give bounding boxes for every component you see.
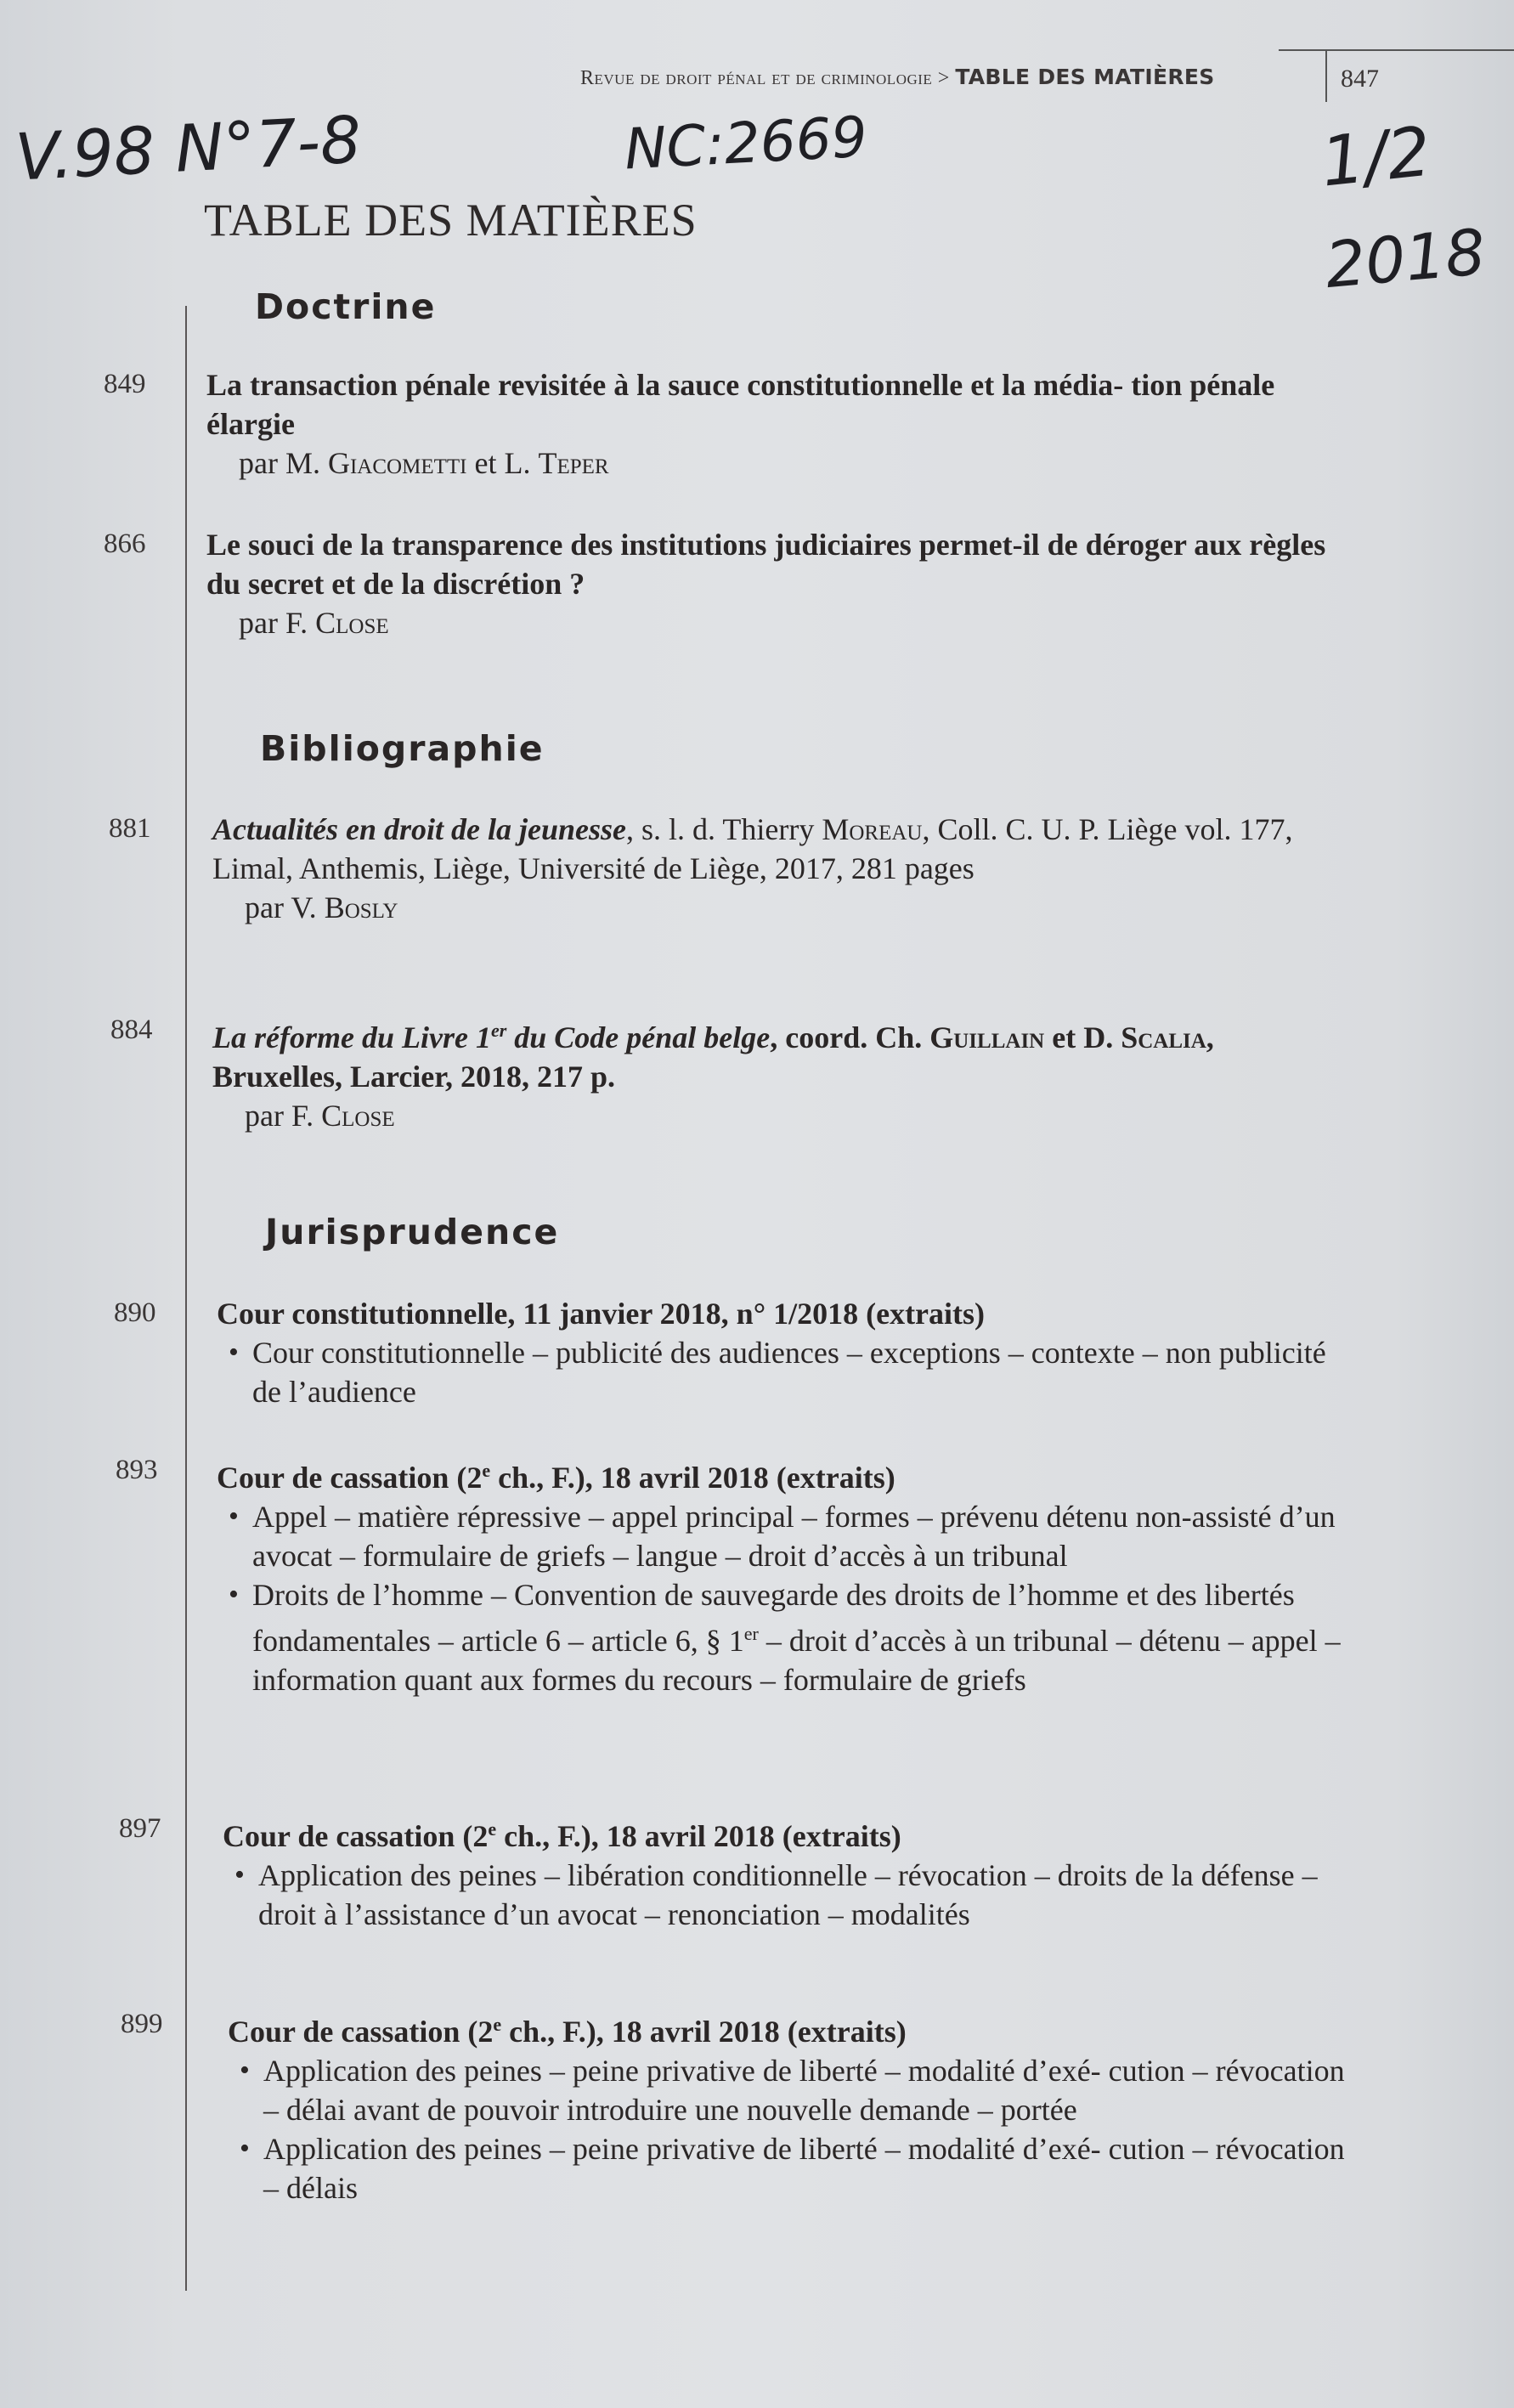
- handwritten-fraction: 1/2: [1317, 111, 1435, 202]
- section-heading-doctrine: Doctrine: [255, 286, 437, 327]
- entry-body: [217, 1451, 1355, 1699]
- section-heading-jurisprudence: Jurisprudence: [265, 1212, 560, 1252]
- entry-page: 881: [109, 813, 151, 844]
- entry-body: [228, 2005, 1366, 2207]
- entry-keyword: • Droits de l’homme – Convention de sauvegarde des droits de l’homme et des libertés fondamentales – article 6 – article 6, § 1er – droit d’accès à un tribunal – détenu – appel – information quant aux formes du recours – formulaire de griefs: [217, 1575, 1355, 1699]
- entry-author: par F. Close: [245, 1099, 395, 1133]
- entry-title: Le souci de la transparence des institutions judiciaires permet-il de déroger aux règles du secret et de la discrétion ?: [206, 528, 1326, 601]
- entry-page: 897: [119, 1813, 161, 1844]
- running-header: [580, 65, 1215, 90]
- page-number: 847: [1341, 65, 1379, 93]
- handwritten-nc: NC:2669: [623, 104, 869, 183]
- entry-body: [206, 365, 1345, 483]
- page-title: TABLE DES MATIÈRES: [204, 195, 698, 246]
- handwritten-year: 2018: [1322, 215, 1489, 303]
- entry-title: Cour constitutionnelle, 11 janvier 2018, n° 1/2018 (extraits): [217, 1297, 986, 1331]
- entry-title: Cour de cassation (2e ch., F.), 18 avril 2018 (extraits): [217, 1460, 895, 1495]
- entry-page: 884: [110, 1015, 153, 1045]
- header-rule-horizontal: [1279, 49, 1514, 51]
- entry-keyword: • Cour constitutionnelle – publicité des audiences – exceptions – contexte – non publicité de l’audience: [217, 1333, 1355, 1411]
- entry-title: Cour de cassation (2e ch., F.), 18 avril 2018 (extraits): [223, 1818, 901, 1853]
- entry-page: 899: [121, 2009, 163, 2039]
- entry-body: [212, 810, 1351, 927]
- entry-keyword: • Application des peines – peine privative de liberté – modalité d’exé- cution – révocation – délai avant de pouvoir introduire une nouvelle demande – portée: [228, 2051, 1366, 2129]
- entry-keyword: • Application des peines – peine privative de liberté – modalité d’exé- cution – révocation – délais: [228, 2129, 1366, 2207]
- entry-body: [212, 1011, 1351, 1135]
- entry-page: 890: [114, 1297, 156, 1328]
- entry-page: 893: [116, 1455, 158, 1485]
- entry-author: par M. Giacometti et L. Teper: [239, 446, 609, 480]
- header-separator: >: [937, 67, 950, 89]
- entry-author: par V. Bosly: [245, 890, 398, 924]
- entry-title: La transaction pénale revisitée à la sauce constitutionnelle et la média- tion pénale élargie: [206, 368, 1275, 441]
- entry-title: Actualités en droit de la jeunesse, s. l. d. Thierry Moreau, Coll. C. U. P. Liège vol. 177, Limal, Anthemis, Liège, Université de Liège, 2017, 281 pages: [212, 812, 1293, 885]
- entry-keyword: • Appel – matière répressive – appel principal – formes – prévenu détenu non-assisté d’un avocat – formulaire de griefs – langue – droit d’accès à un tribunal: [217, 1497, 1355, 1575]
- entry-page: 849: [104, 369, 146, 399]
- entry-title: Cour de cassation (2e ch., F.), 18 avril 2018 (extraits): [228, 2014, 907, 2049]
- entry-title: La réforme du Livre 1er du Code pénal belge, coord. Ch. Guillain et D. Scalia, Bruxelles, Larcier, 2018, 217 p.: [212, 1020, 1214, 1094]
- header-rule-vertical: [1325, 49, 1327, 102]
- entry-page: 866: [104, 529, 146, 559]
- section-heading-bibliographie: Bibliographie: [260, 728, 545, 769]
- entry-body: [217, 1294, 1355, 1411]
- margin-rule: [185, 306, 187, 2291]
- entry-author: par F. Close: [239, 606, 389, 640]
- journal-name: Revue de droit pénal et de criminologie: [580, 67, 933, 89]
- handwritten-volume: V.98 N°7-8: [13, 101, 364, 195]
- entry-body: [223, 1810, 1361, 1934]
- header-section: TABLE DES MATIÈRES: [955, 65, 1215, 89]
- entry-keyword: • Application des peines – libération conditionnelle – révocation – droits de la défense – droit à l’assistance d’un avocat – renonciation – modalités: [223, 1856, 1361, 1934]
- entry-body: [206, 525, 1345, 642]
